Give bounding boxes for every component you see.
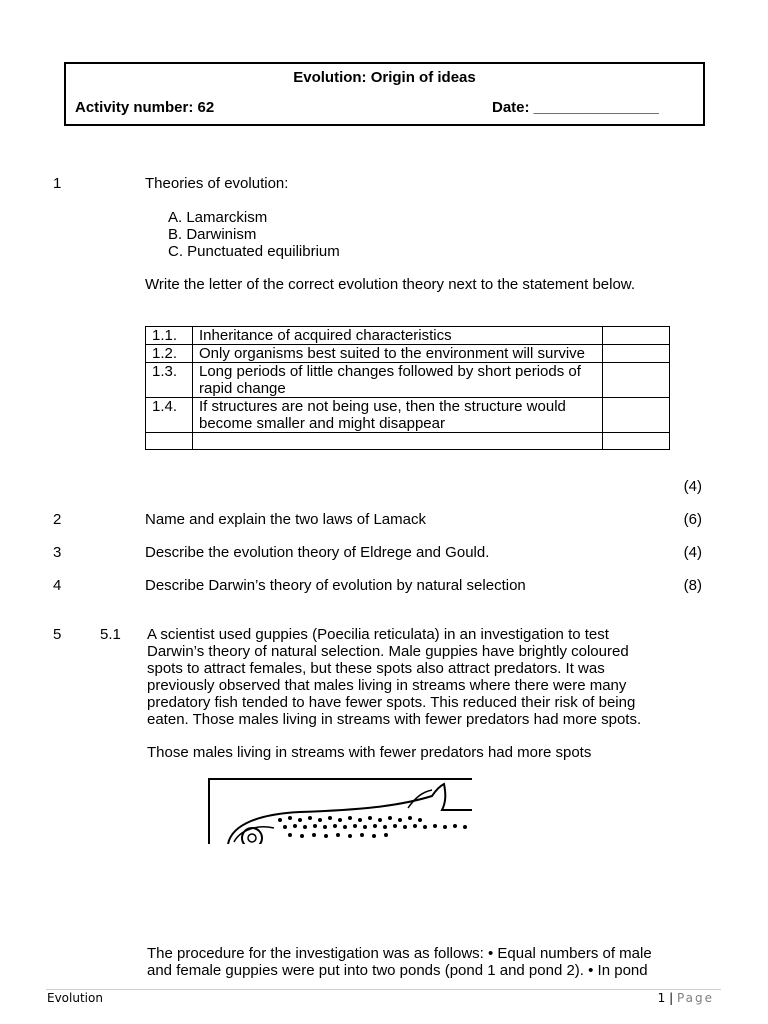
row-statement: Only organisms best suited to the environment will survive [193,345,603,363]
question-4-text: Describe Darwin’s theory of evolution by natural selection [145,577,526,594]
worksheet-title: Evolution: Origin of ideas [293,69,476,86]
question-4-number: 4 [53,577,62,594]
procedure-text: The procedure for the investigation was as follows: • Equal numbers of male and female guppies were put into two ponds (pond 1 and pond 2). • In pond [147,945,652,979]
question-2-marks: (6) [683,511,702,528]
page-word: Page [676,991,714,1005]
row-statement [193,433,603,450]
footer-divider [46,989,721,990]
row-number: 1.4. [146,398,193,433]
theory-table [145,326,670,450]
question-4-marks: (8) [683,577,702,594]
row-number: 1.1. [146,327,193,345]
option-b: B. Darwinism [168,226,257,243]
question-3-number: 3 [53,544,62,561]
row-number: 1.3. [146,363,193,398]
question-2-number: 2 [53,511,62,528]
header-box [64,62,705,126]
page-number: 1 [657,991,666,1005]
question-2-text: Name and explain the two laws of Lamack [145,511,426,528]
table-row [146,433,670,450]
row-statement: Inheritance of acquired characteristics [193,327,603,345]
footer-document-name: Evolution [47,991,103,1005]
question-5-paragraph: A scientist used guppies (Poecilia reticulata) in an investigation to test Darwin’s theory of natural selection. Male guppies have brightly coloured spots to attract females, but these spots also attract predators. It was previously observed that males living in streams where there were many predatory fish tended to have fewer spots. This reduced their risk of being eaten. Those males living in streams with fewer predators had more spots. [147,626,642,728]
row-statement: Long periods of little changes followed by short periods of rapid change [193,363,603,398]
date-field: Date: _______________ [492,99,659,116]
question-5-repeat-line: Those males living in streams with fewer predators had more spots [147,744,592,761]
guppy-drawing [210,780,472,844]
answer-cell[interactable] [603,345,670,363]
option-a: A. Lamarckism [168,209,268,226]
question-5-1-number: 5.1 [100,626,121,643]
table-row [146,363,670,398]
table-row [146,327,670,345]
question-1-marks: (4) [683,478,702,495]
answer-cell[interactable] [603,398,670,433]
question-1-instruction: Write the letter of the correct evolution theory next to the statement below. [145,276,635,293]
table-row [146,398,670,433]
answer-cell[interactable] [603,327,670,345]
row-statement: If structures are not being use, then the structure would become smaller and might disappear [193,398,603,433]
question-1-title: Theories of evolution: [145,175,289,192]
answer-cell[interactable] [603,433,670,450]
footer-page-indicator [658,991,714,1005]
row-number [146,433,193,450]
question-3-text: Describe the evolution theory of Eldrege and Gould. [145,544,490,561]
table-row [146,345,670,363]
row-number: 1.2. [146,345,193,363]
page-separator: | [669,991,674,1005]
question-5-number: 5 [53,626,62,643]
option-c: C. Punctuated equilibrium [168,243,340,260]
question-3-marks: (4) [683,544,702,561]
question-1-number: 1 [53,175,62,192]
answer-cell[interactable] [603,363,670,398]
guppy-figure [208,778,472,844]
activity-number: Activity number: 62 [75,99,215,116]
